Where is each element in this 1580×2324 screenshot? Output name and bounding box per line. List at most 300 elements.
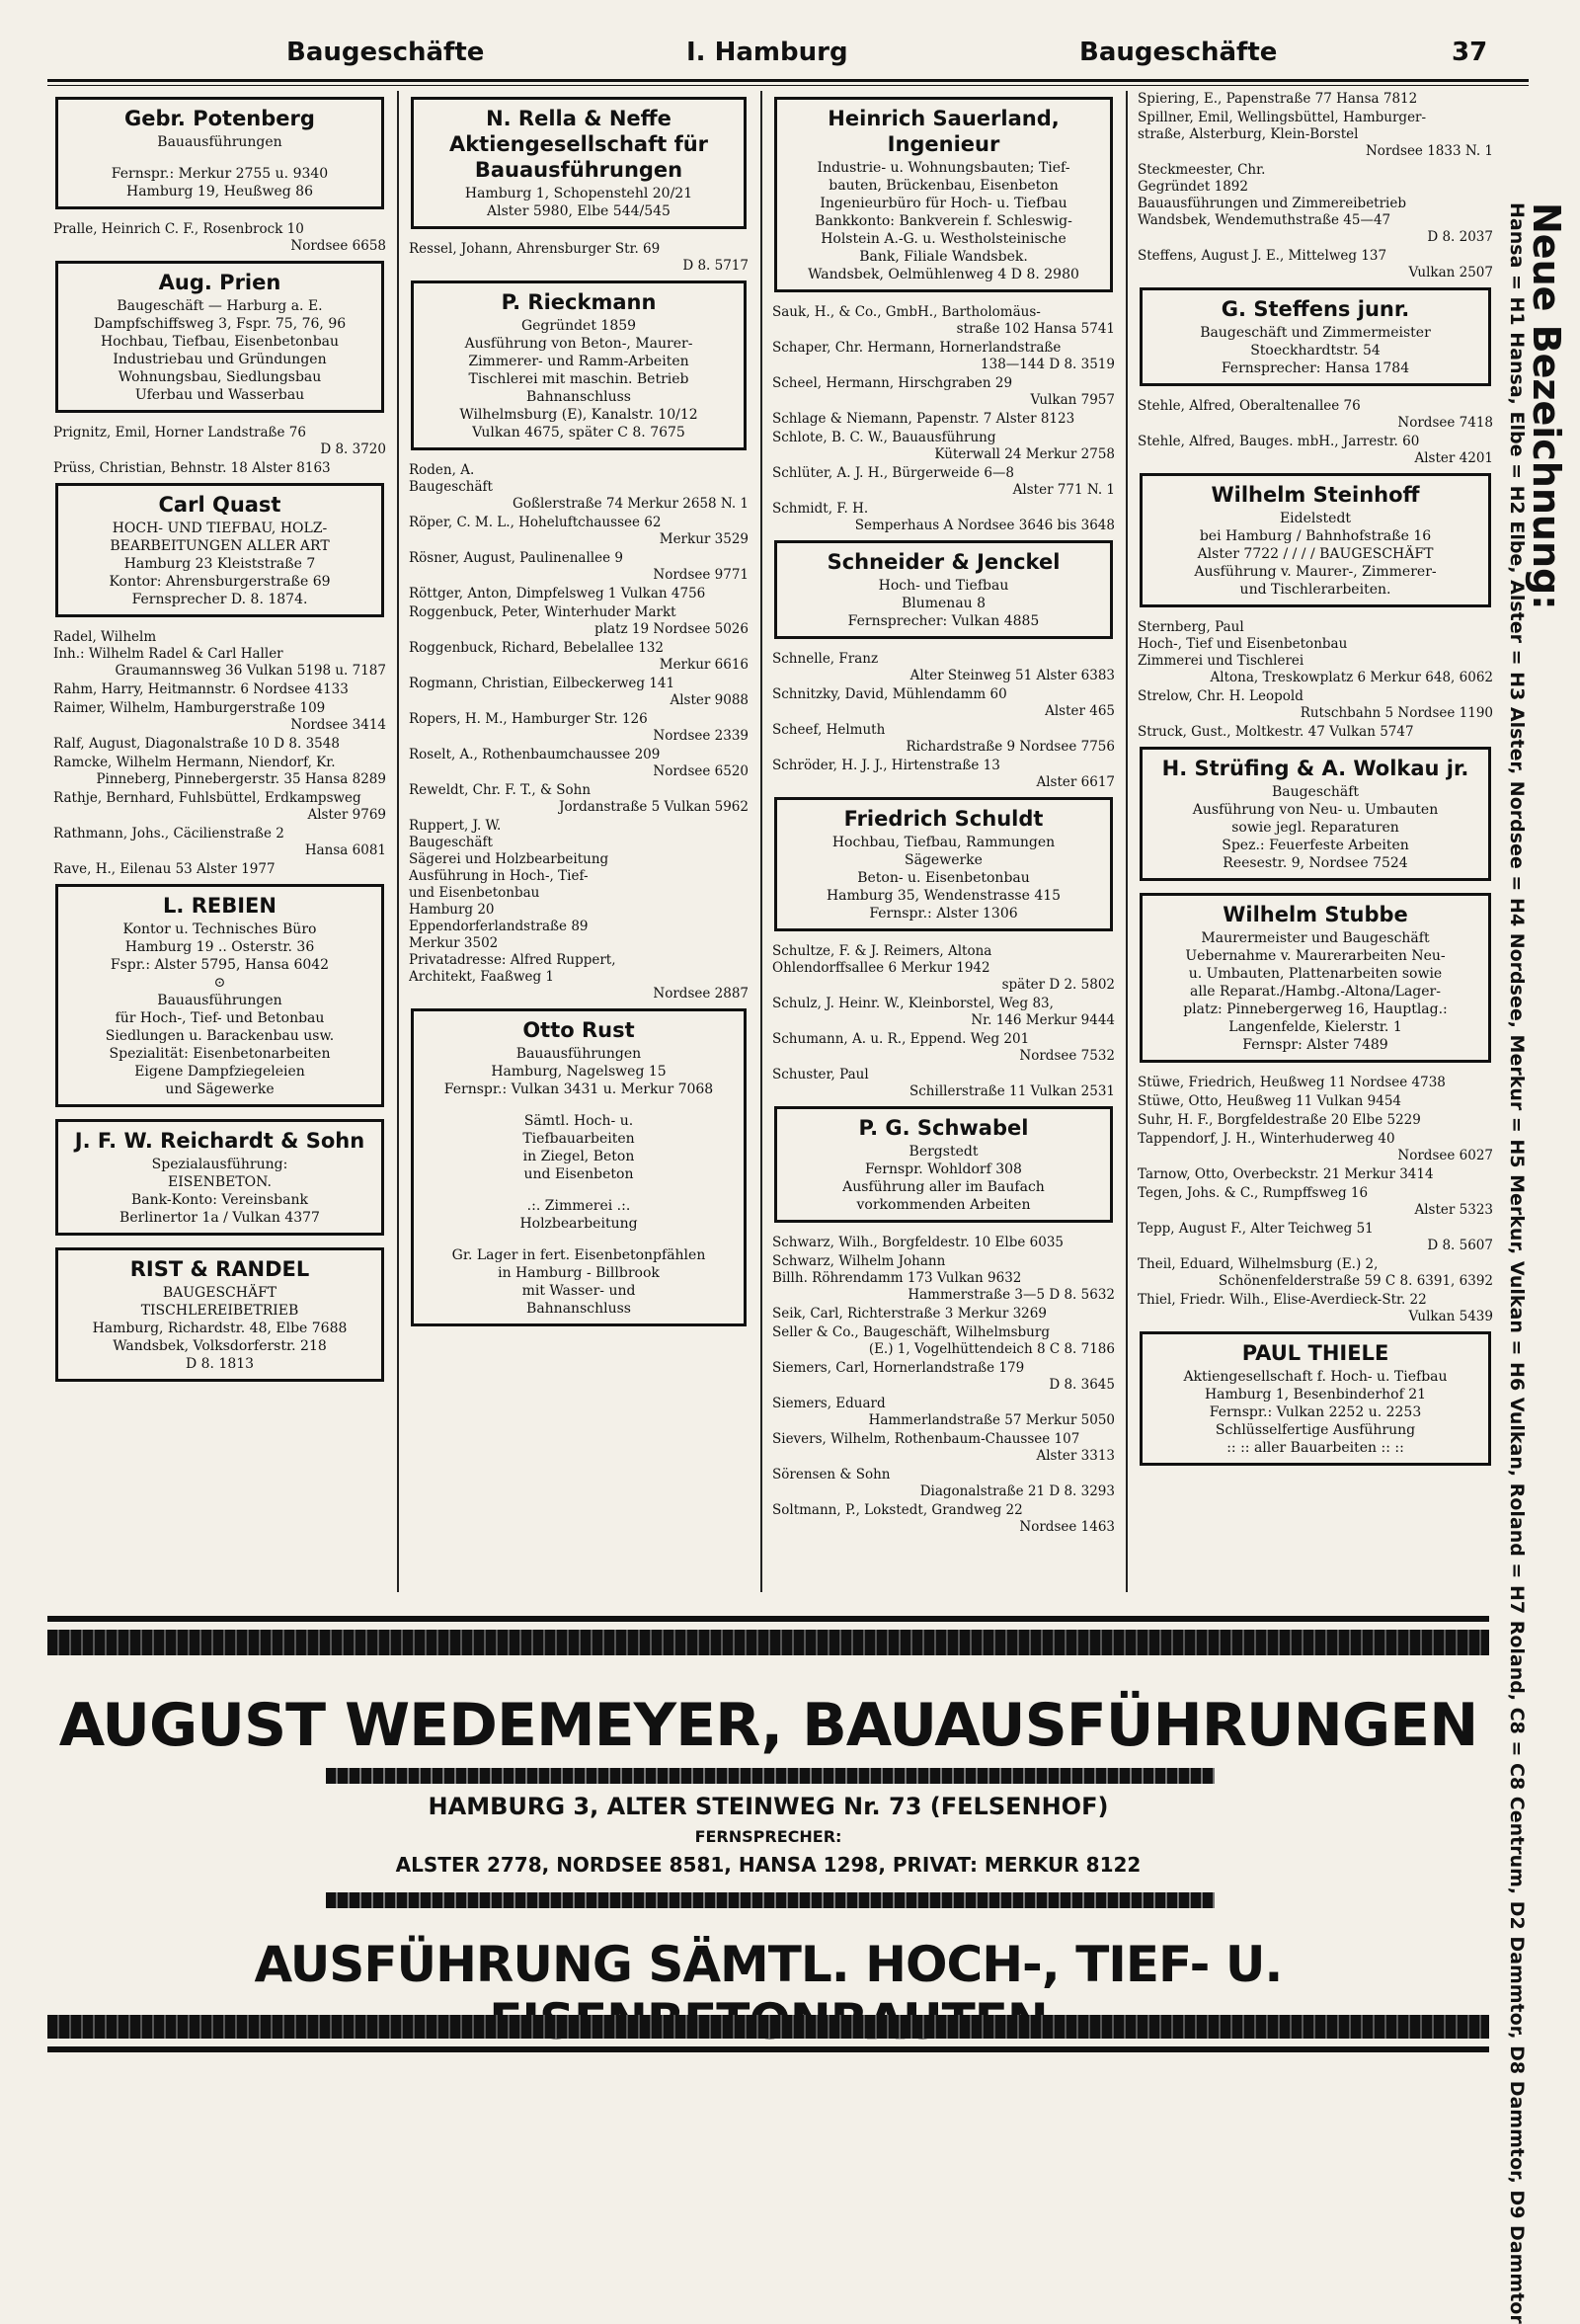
listing-entry	[772, 943, 1115, 994]
listing-line: Spez.: Feuerfeste Arbeiten	[1222, 838, 1409, 853]
listing-line: und Eisenbeton	[523, 1166, 634, 1182]
listing-line: Fernspr.: Alster 1306	[869, 906, 1018, 922]
listing-line: Soltmann, P., Lokstedt, Grandweg 22	[772, 1502, 1023, 1518]
listing-entry	[53, 861, 386, 878]
listing-box	[411, 97, 747, 229]
listing-line: Fspr.: Alster 5795, Hansa 6042	[110, 957, 330, 973]
listing-line: Reweldt, Chr. F. T., & Sohn	[409, 782, 592, 798]
listing-line: Vulkan 2507	[1408, 265, 1493, 280]
listing-line: Fernspr: Alster 7489	[1242, 1037, 1388, 1053]
listing-line: Industriebau und Gründungen	[113, 352, 327, 367]
listing-line: Baugeschäft — Harburg a. E.	[117, 298, 323, 314]
listing-line: Bauausführungen	[515, 1046, 642, 1062]
listing-line: Stehle, Alfred, Oberaltenallee 76	[1138, 398, 1361, 414]
listing-line: Bahnanschluss	[526, 389, 631, 405]
listing-line: Sägewerke	[905, 852, 983, 868]
listing-line: :: :: aller Bauarbeiten :: ::	[1226, 1440, 1404, 1456]
listing-entry	[772, 686, 1115, 720]
listing-line: für Hoch-, Tief- und Betonbau	[115, 1010, 325, 1026]
listing-line: Zimmerei und Tischlerei	[1138, 653, 1304, 669]
column-1	[49, 91, 390, 1592]
listing-line: platz: Pinnebergerweg 16, Hauptlag.:	[1183, 1002, 1448, 1017]
listing-box	[774, 797, 1113, 931]
listing-line: Rave, H., Eilenau 53 Alster 1977	[53, 861, 276, 877]
listing-entry	[772, 722, 1115, 756]
listing-line: D 8. 5607	[1427, 1238, 1493, 1253]
column-2	[405, 91, 752, 1592]
listing-line: Stüwe, Friedrich, Heußweg 11 Nordsee 4738	[1138, 1075, 1446, 1090]
listing-line: Fernspr.: Vulkan 2252 u. 2253	[1209, 1404, 1422, 1420]
listing-box	[55, 97, 384, 209]
listing-line: Spiering, E., Papenstraße 77 Hansa 7812	[1138, 91, 1418, 107]
listing-line: Prignitz, Emil, Horner Landstraße 76	[53, 425, 306, 441]
listing-entry	[409, 515, 749, 548]
listing-line	[66, 151, 373, 165]
listing-line: Schnitzky, David, Mühlendamm 60	[772, 686, 1007, 702]
ad-phones: ALSTER 2778, NORDSEE 8581, HANSA 1298, PRIVAT: MERKUR 8122	[395, 1853, 1142, 1877]
listing-entry	[772, 411, 1115, 428]
listing-line: ⊙	[213, 975, 226, 991]
listing-line: HOCH- UND TIEFBAU, HOLZ-	[112, 521, 328, 536]
listing-line: (E.) 1, Vogelhüttendeich 8 C 8. 7186	[868, 1341, 1115, 1357]
listing-line: Siemers, Eduard	[772, 1396, 886, 1411]
listing-box	[1140, 473, 1491, 607]
listing-entry	[772, 430, 1115, 463]
listing-line: Strelow, Chr. H. Leopold	[1138, 688, 1304, 704]
listing-line: Pinneberg, Pinnebergerstr. 35 Hansa 8289	[96, 771, 386, 787]
listing-line: Architekt, Faaßweg 1	[409, 969, 555, 985]
listing-line: Fernsprecher D. 8. 1874.	[131, 592, 308, 607]
listing-line: Nr. 146 Merkur 9444	[971, 1012, 1115, 1028]
listing-line: Hamburg 35, Wendenstrasse 415	[826, 888, 1062, 904]
listing-line: Rahm, Harry, Heitmannstr. 6 Nordsee 4133	[53, 681, 349, 697]
listing-title: G. Steffens junr.	[1221, 297, 1410, 321]
listing-line: Nordsee 2339	[653, 728, 749, 744]
listing-line: Alter Steinweg 51 Alster 6383	[909, 668, 1115, 683]
listing-line: sowie jegl. Reparaturen	[1231, 820, 1399, 836]
listing-entry	[772, 1431, 1115, 1465]
listing-box	[411, 1008, 747, 1326]
ad-border-bottom	[47, 2046, 1489, 2052]
listing-line: Sägerei und Holzbearbeitung	[409, 851, 609, 867]
listing-line: Schröder, H. J. J., Hirtenstraße 13	[772, 758, 1000, 773]
listing-entry	[409, 818, 749, 1002]
listing-line: Ingenieurbüro für Hoch- u. Tiefbau	[820, 196, 1067, 211]
listing-line: Suhr, H. F., Borgfeldestraße 20 Elbe 5229	[1138, 1112, 1421, 1128]
listing-line: Reesestr. 9, Nordsee 7524	[1223, 855, 1408, 871]
listing-line: Alster 771 N. 1	[1012, 482, 1115, 498]
ad-services: AUSFÜHRUNG SÄMTL. HOCH-, TIEF- U.	[254, 1936, 1283, 1993]
ad-border-stripe	[47, 2015, 1489, 2039]
listing-entry	[772, 1235, 1115, 1251]
column-rule	[1126, 91, 1128, 1592]
listing-line: Langenfelde, Kielerstr. 1	[1228, 1019, 1402, 1035]
listing-line: Bauausführungen	[157, 993, 282, 1008]
listing-line: Alster 9769	[307, 807, 386, 823]
ad-border-top	[47, 1616, 1489, 1622]
listing-line: Schillerstraße 11 Vulkan 2531	[909, 1083, 1115, 1099]
listing-line: Nordsee 1833 N. 1	[1365, 143, 1493, 159]
listing-line: Hammerstraße 3—5 D 8. 5632	[908, 1287, 1115, 1303]
listing-box	[1140, 1331, 1491, 1466]
listing-line: Scheef, Helmuth	[772, 722, 886, 738]
listing-line: Sievers, Wilhelm, Rothenbaum-Chaussee 107	[772, 1431, 1080, 1447]
listing-line: Maurermeister und Baugeschäft	[1201, 930, 1430, 946]
listing-line: Schnelle, Franz	[772, 651, 879, 667]
listing-line: Billh. Röhrendamm 173 Vulkan 9632	[772, 1270, 1022, 1286]
listing-line: Schwarz, Wilhelm Johann	[772, 1253, 946, 1269]
listing-line: Uferbau und Wasserbau	[134, 387, 305, 403]
listing-line: Berlinertor 1a / Vulkan 4377	[119, 1210, 320, 1226]
listing-box	[55, 483, 384, 617]
listing-entry	[53, 700, 386, 734]
listing-entry	[772, 1306, 1115, 1322]
listing-line: Nordsee 7532	[1019, 1048, 1115, 1064]
listing-line: Bauausführungen und Zimmereibetrieb	[1138, 196, 1407, 211]
listing-title: PAUL THIELE	[1241, 1341, 1389, 1365]
listing-line: Prüss, Christian, Behnstr. 18 Alster 8163	[53, 460, 331, 476]
listing-title: Aug. Prien	[158, 271, 281, 294]
listing-entry	[409, 676, 749, 709]
listing-line: Alster 7722 / / / / BAUGESCHÄFT	[1197, 546, 1434, 562]
listing-line: Goßlerstraße 74 Merkur 2658 N. 1	[513, 496, 749, 512]
listing-line: Kontor: Ahrensburgerstraße 69	[109, 574, 331, 590]
listing-line: Vulkan 7957	[1030, 392, 1115, 408]
listing-line: Aktiengesellschaft f. Hoch- u. Tiefbau	[1183, 1369, 1448, 1385]
listing-entry	[772, 651, 1115, 684]
listing-line: Hamburg 19 .. Osterstr. 36	[124, 939, 315, 955]
listing-line: Sauk, H., & Co., GmbH., Bartholomäus-	[772, 304, 1041, 320]
listing-line: Nordsee 3414	[290, 717, 386, 733]
listing-line: Sternberg, Paul	[1138, 619, 1244, 635]
listing-entry	[772, 758, 1115, 791]
listing-line: Siemers, Carl, Hornerlandstraße 179	[772, 1360, 1025, 1376]
listing-entry	[409, 462, 749, 513]
listing-line: Gegründet 1859	[520, 318, 637, 334]
listing-entry	[1138, 1093, 1493, 1110]
listing-line: Uebernahme v. Maurerarbeiten Neu-	[1185, 948, 1446, 964]
listing-box	[774, 540, 1113, 639]
listing-line: und Tischlerarbeiten.	[1239, 582, 1391, 598]
listing-line: D 8. 3645	[1049, 1377, 1115, 1393]
listing-line: Alster 6617	[1036, 774, 1115, 790]
listing-line: Ramcke, Wilhelm Hermann, Niendorf, Kr.	[53, 755, 336, 770]
listing-line: Ausführung in Hoch-, Tief-	[409, 868, 589, 884]
listing-line: Alster 9088	[670, 692, 749, 708]
listing-entry	[772, 501, 1115, 534]
listing-entry	[409, 640, 749, 674]
listing-title: Wilhelm Stubbe	[1223, 903, 1408, 926]
listing-line: Stüwe, Otto, Heußweg 11 Vulkan 9454	[1138, 1093, 1402, 1109]
listing-line: Eppendorferlandstraße 89	[409, 919, 589, 934]
header-right: Baugeschäfte	[1079, 38, 1278, 67]
listing-line: Pralle, Heinrich C. F., Rosenbrock 10	[53, 221, 304, 237]
listing-line: Fernsprecher: Vulkan 4885	[847, 613, 1040, 629]
listing-line: Rutschbahn 5 Nordsee 1190	[1300, 705, 1493, 721]
listing-box	[55, 1247, 384, 1382]
listing-entry	[772, 1502, 1115, 1536]
listing-line: und Sägewerke	[165, 1082, 275, 1097]
listing-line: Merkur 3502	[409, 935, 499, 951]
header-left: Baugeschäfte	[286, 38, 485, 67]
listing-line: Rösner, August, Paulinenallee 9	[409, 550, 623, 566]
listing-line: Semperhaus A Nordsee 3646 bis 3648	[854, 518, 1115, 533]
listing-line: Steckmeester, Chr.	[1138, 162, 1266, 178]
listing-line: Stehle, Alfred, Bauges. mbH., Jarrestr. 60	[1138, 434, 1420, 449]
listing-line: Ressel, Johann, Ahrensburger Str. 69	[409, 241, 661, 257]
listing-line: in Hamburg - Billbrook	[498, 1265, 660, 1281]
listing-line: Roggenbuck, Peter, Winterhuder Markt	[409, 604, 676, 620]
listing-line: Wandsbek, Oelmühlenweg 4 D 8. 2980	[808, 267, 1079, 282]
sidebar-legend	[1506, 202, 1568, 2324]
listing-box	[1140, 747, 1491, 881]
listing-title: N. Rella & Neffe Aktiengesellschaft für Bauausführungen	[448, 107, 709, 182]
listing-line: Holzbearbeitung	[519, 1216, 638, 1232]
listing-line: D 8. 3720	[320, 441, 386, 457]
listing-entry	[53, 425, 386, 458]
listing-line: vorkommenden Arbeiten	[856, 1197, 1031, 1213]
listing-box	[774, 1106, 1113, 1223]
listing-entry	[409, 782, 749, 816]
listing-line: Ruppert, J. W.	[409, 818, 502, 834]
listing-line: Spillner, Emil, Wellingsbüttel, Hamburger-	[1138, 110, 1427, 125]
listing-line: Wilhelmsburg (E), Kanalstr. 10/12	[459, 407, 698, 423]
listing-entry	[1138, 1292, 1493, 1325]
listing-line: Bergstedt	[908, 1144, 979, 1160]
listing-line: Schlote, B. C. W., Bauausführung	[772, 430, 996, 445]
listing-line	[422, 1233, 736, 1246]
header-rule-thin	[47, 85, 1529, 86]
listing-line: Baugeschäft	[1271, 784, 1360, 800]
listing-box	[55, 884, 384, 1107]
listing-entry	[772, 340, 1115, 373]
listing-line: bauten, Brückenbau, Eisenbeton	[829, 178, 1059, 194]
listing-line	[422, 1098, 736, 1112]
listing-line: Scheel, Hermann, Hirschgraben 29	[772, 375, 1013, 391]
listing-line: Fernsprecher: Hansa 1784	[1221, 361, 1410, 376]
sidebar-title: Neue Bezeichnung:	[1525, 202, 1568, 610]
listing-line: Nordsee 2887	[653, 986, 749, 1002]
listing-line: EISENBETON.	[168, 1174, 272, 1190]
listing-line: D 8. 1813	[185, 1356, 255, 1372]
listing-entry	[772, 1467, 1115, 1500]
listing-line: Eidelstedt	[1279, 511, 1352, 526]
listing-line: Vulkan 4675, später C 8. 7675	[472, 425, 685, 441]
listing-line: Nordsee 9771	[653, 567, 749, 583]
sidebar-text: Hansa = H1 Hansa, Elbe = H2 Elbe, Alster = H3 Alster, Nordsee = H4 Nordsee, Merkur = H5 Merkur, Vulkan = H6 Vulkan, Roland = H7 Roland, C8 = C8 Centrum, D2 Dammtor, D8 Dammtor, D9 Dammtor	[1506, 202, 1528, 2324]
listing-line: BAUGESCHÄFT	[162, 1285, 277, 1301]
listing-title: P. Rieckmann	[501, 290, 657, 314]
listing-entry	[1138, 619, 1493, 686]
listing-line: Hamburg 23 Kleiststraße 7	[123, 556, 316, 572]
listing-entry	[1138, 91, 1493, 108]
listing-line: Schuster, Paul	[772, 1067, 869, 1082]
listing-line: Baugeschäft	[409, 835, 493, 850]
listing-line: D 8. 2037	[1427, 229, 1493, 245]
ad-address: HAMBURG 3, ALTER STEINWEG Nr. 73 (FELSENHOF)	[428, 1793, 1109, 1820]
listing-line: Röper, C. M. L., Hoheluftchaussee 62	[409, 515, 662, 530]
listing-line: Ausführung aller im Baufach	[842, 1179, 1045, 1195]
listing-entry	[53, 629, 386, 680]
listing-entry	[409, 586, 749, 602]
listing-line: Rogmann, Christian, Eilbeckerweg 141	[409, 676, 675, 691]
listing-line: straße, Alsterburg, Klein-Borstel	[1138, 126, 1359, 142]
listing-line: Struck, Gust., Moltkestr. 47 Vulkan 5747	[1138, 724, 1414, 740]
listing-entry	[772, 1324, 1115, 1358]
listing-line: Roselt, A., Rothenbaumchaussee 209	[409, 747, 661, 762]
listing-title: Gebr. Potenberg	[124, 107, 315, 130]
listing-line: Hochbau, Tiefbau, Rammungen	[831, 835, 1056, 850]
column-rule	[760, 91, 762, 1592]
listing-line: Altona, Treskowplatz 6 Merkur 648, 6062	[1210, 670, 1493, 685]
listing-line: Wohnungsbau, Siedlungsbau	[118, 369, 322, 385]
listing-line: und Eisenbetonbau	[409, 885, 540, 901]
listing-line: Spezialität: Eisenbetonarbeiten	[109, 1046, 331, 1062]
listing-title: P. G. Schwabel	[858, 1116, 1029, 1140]
listing-line: Schönenfelderstraße 59 C 8. 6391, 6392	[1218, 1273, 1493, 1289]
listing-line: Hoch-, Tief und Eisenbetonbau	[1138, 636, 1348, 652]
listing-line: Industrie- u. Wohnungsbauten; Tief-	[817, 160, 1070, 176]
listing-title: L. REBIEN	[163, 894, 276, 918]
listing-line: Nordsee 6520	[653, 763, 749, 779]
listing-line: Hammerlandstraße 57 Merkur 5050	[868, 1412, 1115, 1428]
listing-line: Dampfschiffsweg 3, Fspr. 75, 76, 96	[93, 316, 347, 332]
listing-line: Ohlendorffsallee 6 Merkur 1942	[772, 960, 990, 976]
listing-line: Stoeckhardtstr. 54	[1250, 343, 1381, 359]
listing-line: Hochbau, Tiefbau, Eisenbetonbau	[100, 334, 340, 350]
listing-title: Friedrich Schuldt	[843, 807, 1044, 831]
ad-stripe	[326, 1768, 1215, 1784]
listing-line: Vulkan 5439	[1408, 1309, 1493, 1324]
listing-entry	[1138, 688, 1493, 722]
listing-line: Schultze, F. & J. Reimers, Altona	[772, 943, 992, 959]
listing-entry	[409, 604, 749, 638]
listing-line: platz 19 Nordsee 5026	[594, 621, 749, 637]
page-number: 37	[1452, 38, 1488, 67]
listing-line: Schwarz, Wilh., Borgfeldestr. 10 Elbe 6035	[772, 1235, 1065, 1250]
listing-entry	[1138, 434, 1493, 467]
listing-line: Hamburg, Nagelsweg 15	[491, 1064, 667, 1080]
listing-line: Thiel, Friedr. Wilh., Elise-Averdieck-Str. 22	[1138, 1292, 1427, 1308]
listing-title: Carl Quast	[158, 493, 281, 517]
listing-entry	[1138, 1256, 1493, 1290]
ad-border-stripe	[47, 1630, 1489, 1655]
listing-box	[1140, 893, 1491, 1063]
listing-line: Schlüsselfertige Ausführung	[1215, 1422, 1416, 1438]
listing-line: Nordsee 6027	[1397, 1148, 1493, 1163]
listing-line: Küterwall 24 Merkur 2758	[934, 446, 1115, 462]
listing-line: Tepp, August F., Alter Teichweg 51	[1138, 1221, 1374, 1237]
listing-entry	[772, 375, 1115, 409]
ad-phone-label: FERNSPRECHER:	[694, 1827, 842, 1846]
listing-line: Merkur 3529	[659, 531, 749, 547]
listing-line: Gr. Lager in fert. Eisenbetonpfählen	[451, 1247, 706, 1263]
listing-entry	[1138, 248, 1493, 281]
listing-line: Sörensen & Sohn	[772, 1467, 891, 1483]
listing-line: Nordsee 6658	[290, 238, 386, 254]
column-4	[1134, 91, 1497, 1592]
listing-line: alle Reparat./Hambg.-Altona/Lager-	[1190, 984, 1441, 1000]
listing-entry	[53, 826, 386, 859]
listing-entry	[409, 550, 749, 584]
listing-line: Nordsee 7418	[1397, 415, 1493, 431]
listing-line: Siedlungen u. Barackenbau usw.	[105, 1028, 335, 1044]
listing-line: Seik, Carl, Richterstraße 3 Merkur 3269	[772, 1306, 1047, 1322]
listing-line: Bauausführungen	[157, 134, 282, 150]
listing-line: Graumannsweg 36 Vulkan 5198 u. 7187	[115, 663, 386, 679]
listing-entry	[53, 755, 386, 788]
listing-line: .:. Zimmerei .:.	[526, 1198, 631, 1214]
listing-line: Hamburg 1, Besenbinderhof 21	[1204, 1387, 1427, 1402]
listing-line: bei Hamburg / Bahnhofstraße 16	[1199, 528, 1432, 544]
listing-title: RIST & RANDEL	[129, 1257, 310, 1281]
listing-line: Steffens, August J. E., Mittelweg 137	[1138, 248, 1387, 264]
listing-entry	[53, 221, 386, 255]
listing-title: J. F. W. Reichardt & Sohn	[74, 1129, 365, 1153]
listing-line: D 8. 5717	[682, 258, 749, 274]
listing-line: Ropers, H. M., Hamburger Str. 126	[409, 711, 648, 727]
listing-line: Nordsee 1463	[1019, 1519, 1115, 1535]
listing-line: Rathmann, Johs., Cäcilienstraße 2	[53, 826, 284, 841]
ad-company-name: AUGUST WEDEMEYER, BAUAUSFÜHRUNGEN	[58, 1691, 1478, 1760]
listing-line: Baugeschäft und Zimmermeister	[1200, 325, 1431, 341]
listing-entry	[409, 241, 749, 275]
listing-line: BEARBEITUNGEN ALLER ART	[110, 538, 330, 554]
listing-entry	[772, 996, 1115, 1029]
ad-stripe	[326, 1892, 1215, 1908]
column-3	[768, 91, 1119, 1592]
listing-entry	[1138, 724, 1493, 741]
listing-entry	[409, 747, 749, 780]
listing-line: Holstein A.-G. u. Westholsteinische	[821, 231, 1066, 247]
listing-line: Blumenau 8	[901, 596, 987, 611]
listing-entry	[772, 1396, 1115, 1429]
listing-line: Theil, Eduard, Wilhelmsburg (E.) 2,	[1138, 1256, 1379, 1272]
header-rule	[47, 79, 1529, 82]
listing-title: Otto Rust	[522, 1018, 635, 1042]
listing-line: Schaper, Chr. Hermann, Hornerlandstraße	[772, 340, 1062, 356]
listing-line: Gegründet 1892	[1138, 179, 1248, 195]
listing-line: Eigene Dampfziegeleien	[134, 1064, 305, 1080]
listing-line: Roden, A.	[409, 462, 475, 478]
listing-entry	[772, 465, 1115, 499]
listing-line: Wandsbek, Wendemuthstraße 45—47	[1138, 212, 1391, 228]
listing-title: Schneider & Jenckel	[827, 550, 1061, 574]
listing-line: Jordanstraße 5 Vulkan 5962	[559, 799, 749, 815]
listing-line: Alster 5980, Elbe 544/545	[487, 203, 671, 219]
listing-line: Bank-Konto: Vereinsbank	[131, 1192, 308, 1208]
listing-line: 138—144 D 8. 3519	[981, 357, 1115, 372]
listing-line: Ausführung v. Maurer-, Zimmerer-	[1194, 564, 1437, 580]
listing-line: Roggenbuck, Richard, Bebelallee 132	[409, 640, 664, 656]
listing-line: Fernspr.: Vulkan 3431 u. Merkur 7068	[443, 1082, 714, 1097]
listing-line: Spezialausführung:	[151, 1157, 288, 1172]
listing-line: Richardstraße 9 Nordsee 7756	[906, 739, 1115, 755]
listing-line: Kontor u. Technisches Büro	[122, 922, 317, 937]
listing-line: Bank, Filiale Wandsbek.	[859, 249, 1028, 265]
listing-entry	[409, 711, 749, 745]
listing-entry	[53, 681, 386, 698]
listing-line: Alster 3313	[1036, 1448, 1115, 1464]
listing-line: Baugeschäft	[409, 479, 493, 495]
listing-entry	[53, 460, 386, 477]
listing-line: Hansa 6081	[304, 842, 386, 858]
listing-entry	[1138, 1075, 1493, 1091]
listing-box	[411, 280, 747, 450]
listing-entry	[1138, 162, 1493, 246]
listing-line: Schlage & Niemann, Papenstr. 7 Alster 8123	[772, 411, 1075, 427]
listing-line: Inh.: Wilhelm Radel & Carl Haller	[53, 646, 283, 662]
